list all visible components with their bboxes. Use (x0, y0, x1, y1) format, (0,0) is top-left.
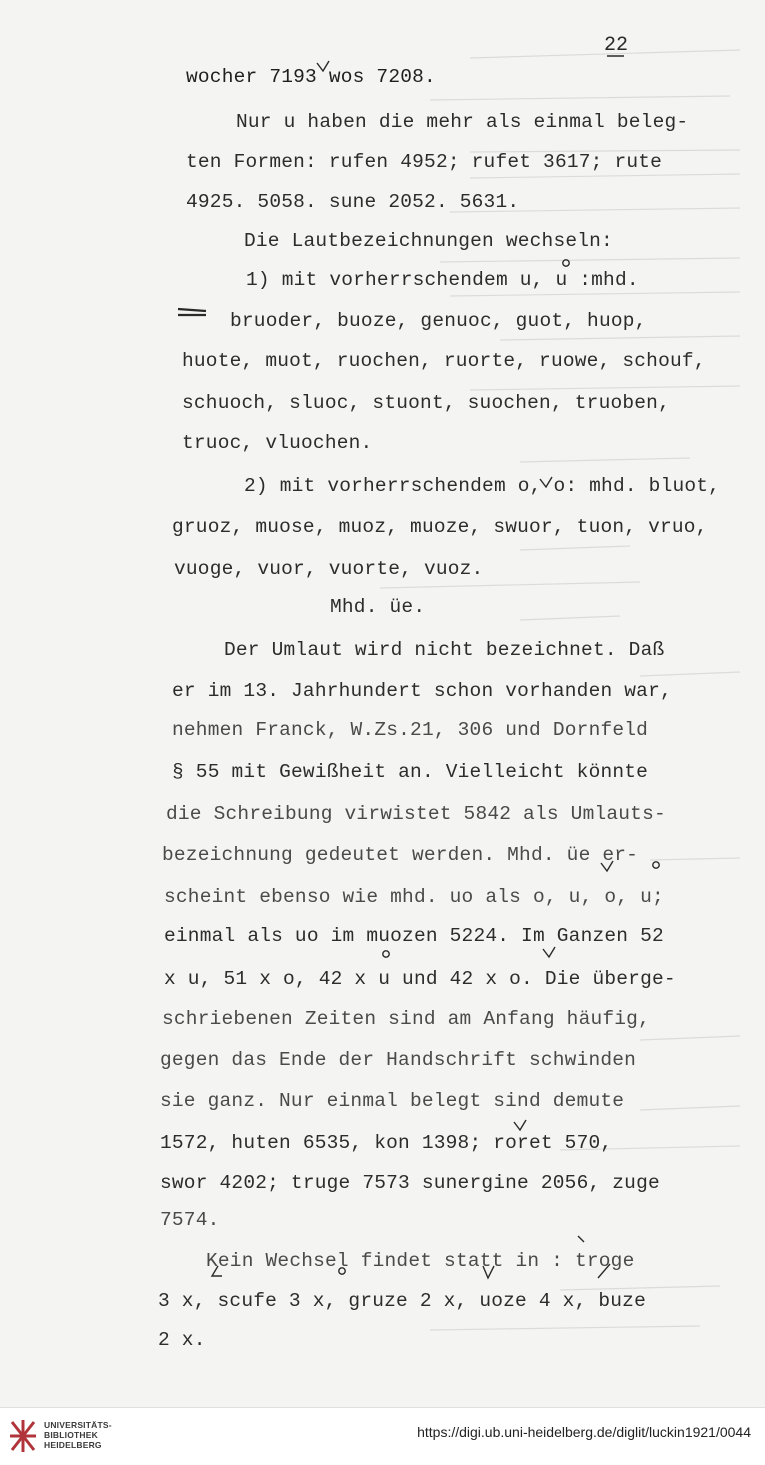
text-line: schuoch, sluoc, stuont, suochen, truoben, (182, 392, 670, 414)
text-line: bruoder, buoze, genuoc, guot, huop, (230, 310, 647, 332)
text-line: 1) mit vorherrschendem u, u :mhd. (246, 269, 639, 291)
text-line: vuoge, vuor, vuorte, vuoz. (174, 558, 484, 580)
text-line: huote, muot, ruochen, ruorte, ruowe, schouf, (182, 350, 706, 372)
ring-mark (563, 260, 569, 266)
text-line: ten Formen: rufen 4952; rufet 3617; rute (186, 151, 663, 173)
text-line: schriebenen Zeiten sind am Anfang häufig, (162, 1008, 650, 1030)
text-line: scheint ebenso wie mhd. uo als o, u, o, u; (164, 886, 664, 908)
library-name: UNIVERSITÄTS- BIBLIOTHEK HEIDELBERG (44, 1420, 112, 1450)
text-line: gegen das Ende der Handschrift schwinden (160, 1049, 637, 1071)
text-line: 2 x. (158, 1329, 206, 1351)
text-line: 1572, huten 6535, kon 1398; roret 570, (160, 1132, 613, 1154)
text-line: x u, 51 x o, 42 x u und 42 x o. Die überge- (164, 968, 676, 990)
text-line: Kein Wechsel findet statt in : troge (206, 1250, 635, 1272)
text-line: 4925. 5058. sune 2052. 5631. (186, 191, 520, 213)
text-line: 3 x, scufe 3 x, gruze 2 x, uoze 4 x, buze (158, 1290, 646, 1312)
viewer-footer (0, 1407, 765, 1465)
page-number: 22 (604, 34, 629, 57)
text-line: nehmen Franck, W.Zs.21, 306 und Dornfeld (172, 719, 649, 741)
library-logo-icon (8, 1418, 38, 1454)
ring-mark (383, 951, 389, 957)
text-line: swor 4202; truge 7573 sunergine 2056, zuge (160, 1172, 660, 1194)
section-heading: Mhd. üe. (330, 596, 426, 618)
numeral-mark (578, 1236, 584, 1242)
text-line: Nur u haben die mehr als einmal beleg- (236, 111, 689, 133)
text-line: bezeichnung gedeutet werden. Mhd. üe er- (162, 844, 639, 866)
caron-mark (543, 947, 555, 957)
caron-mark (514, 1120, 526, 1130)
text-line: wocher 7193 wos 7208. (186, 66, 436, 88)
text-line: gruoz, muose, muoz, muoze, swuor, tuon, vruo, (172, 516, 708, 538)
text-line: Der Umlaut wird nicht bezeichnet. Daß (224, 639, 665, 661)
text-line: die Schreibung virwistet 5842 als Umlauts- (166, 803, 666, 825)
text-line: § 55 mit Gewißheit an. Vielleicht könnte (172, 761, 649, 783)
text-line: 7574. (160, 1209, 220, 1231)
page-url[interactable]: https://digi.ub.uni-heidelberg.de/diglit/luckin1921/0044 (417, 1424, 751, 1440)
text-line: er im 13. Jahrhundert schon vorhanden war, (172, 680, 672, 702)
strikeout-mark (178, 309, 206, 315)
text-line: truoc, vluochen. (182, 432, 373, 454)
text-line: sie ganz. Nur einmal belegt sind demute (160, 1090, 625, 1112)
text-line: einmal als uo im muozen 5224. Im Ganzen 52 (164, 925, 664, 947)
text-line: 2) mit vorherrschendem o, o: mhd. bluot, (244, 475, 721, 497)
text-line: Die Lautbezeichnungen wechseln: (244, 230, 613, 252)
ring-mark (653, 862, 659, 868)
